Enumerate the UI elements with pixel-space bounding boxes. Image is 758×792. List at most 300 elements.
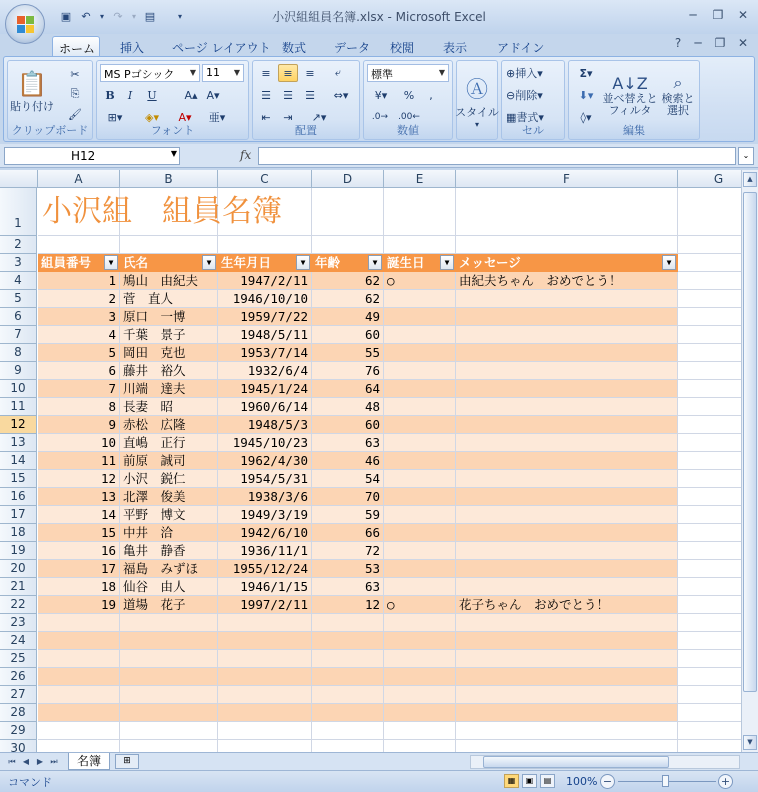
- table-row-cell[interactable]: [384, 524, 456, 542]
- table-row-cell[interactable]: [38, 668, 120, 686]
- close-button[interactable]: ✕: [737, 8, 749, 22]
- merge-center-icon[interactable]: ⇔▾: [333, 88, 349, 102]
- filter-dropdown-icon[interactable]: ▼: [202, 255, 216, 270]
- percent-format-icon[interactable]: %: [403, 88, 415, 102]
- first-sheet-icon[interactable]: ⏮: [8, 757, 16, 766]
- fx-icon[interactable]: fx: [240, 148, 252, 162]
- table-row-cell[interactable]: [456, 506, 678, 524]
- cell-g17[interactable]: [678, 506, 741, 524]
- table-row-cell[interactable]: ○: [384, 596, 456, 614]
- horizontal-scroll-thumb[interactable]: [483, 756, 669, 768]
- table-row-cell[interactable]: [456, 524, 678, 542]
- table-row-cell[interactable]: [384, 632, 456, 650]
- table-row-cell[interactable]: [312, 614, 384, 632]
- table-row-cell[interactable]: 76: [312, 362, 384, 380]
- table-row-cell[interactable]: 直嶋 正行: [120, 434, 218, 452]
- table-row-cell[interactable]: [384, 506, 456, 524]
- table-header-2[interactable]: [120, 254, 218, 272]
- row-header-5[interactable]: 5: [0, 290, 37, 308]
- align-left-icon[interactable]: ☰: [261, 88, 271, 102]
- table-row-cell[interactable]: [384, 290, 456, 308]
- table-row-cell[interactable]: 8: [38, 398, 120, 416]
- decrease-indent-icon[interactable]: ⇤: [261, 110, 271, 124]
- cell-g23[interactable]: [678, 614, 741, 632]
- cell-g16[interactable]: [678, 488, 741, 506]
- cell-g1[interactable]: [678, 188, 741, 236]
- cell-a29[interactable]: [38, 722, 120, 740]
- wrap-text-icon[interactable]: ⤶: [334, 66, 342, 79]
- row-header-22[interactable]: 22: [0, 596, 37, 614]
- cell-d1[interactable]: [312, 188, 384, 236]
- help-icon[interactable]: ?: [674, 36, 682, 50]
- table-row-cell[interactable]: [456, 362, 678, 380]
- table-row-cell[interactable]: 12: [312, 596, 384, 614]
- cell-g4[interactable]: [678, 272, 741, 290]
- table-row-cell[interactable]: 福島 みずほ: [120, 560, 218, 578]
- table-row-cell[interactable]: [384, 470, 456, 488]
- table-row-cell[interactable]: [38, 614, 120, 632]
- cell-g21[interactable]: [678, 578, 741, 596]
- grow-font-button[interactable]: A▴: [184, 88, 198, 102]
- borders-button[interactable]: ⊞▾: [107, 110, 123, 124]
- font-size-select[interactable]: 11 ▼: [202, 64, 244, 82]
- table-header-4[interactable]: [312, 254, 384, 272]
- cell-g14[interactable]: [678, 452, 741, 470]
- table-row-cell[interactable]: [384, 650, 456, 668]
- column-header-c[interactable]: C: [218, 170, 312, 188]
- cell-g15[interactable]: [678, 470, 741, 488]
- table-row-cell[interactable]: 60: [312, 416, 384, 434]
- cell-b30[interactable]: [120, 740, 218, 752]
- cell-g24[interactable]: [678, 632, 741, 650]
- table-row-cell[interactable]: 1932/6/4: [218, 362, 312, 380]
- page-layout-view-icon[interactable]: ▣: [522, 774, 537, 788]
- table-row-cell[interactable]: 63: [312, 578, 384, 596]
- tab-home[interactable]: ホーム: [52, 36, 100, 56]
- insert-cells-button[interactable]: ⊕ 挿入 ▾: [506, 66, 543, 80]
- row-header-24[interactable]: 24: [0, 632, 37, 650]
- table-row-cell[interactable]: 64: [312, 380, 384, 398]
- table-row-cell[interactable]: [456, 416, 678, 434]
- table-row-cell[interactable]: 55: [312, 344, 384, 362]
- italic-button[interactable]: I: [127, 88, 133, 102]
- table-row-cell[interactable]: 千葉 景子: [120, 326, 218, 344]
- table-row-cell[interactable]: [456, 326, 678, 344]
- table-header-6[interactable]: [456, 254, 678, 272]
- sheet-title[interactable]: 小沢組 組員名簿: [42, 194, 282, 229]
- ribbon-restore-icon[interactable]: ❐: [714, 36, 726, 50]
- row-header-25[interactable]: 25: [0, 650, 37, 668]
- table-row-cell[interactable]: [384, 614, 456, 632]
- table-row-cell[interactable]: [38, 632, 120, 650]
- table-row-cell[interactable]: 中井 洽: [120, 524, 218, 542]
- table-row-cell[interactable]: [456, 308, 678, 326]
- cell-g20[interactable]: [678, 560, 741, 578]
- table-row-cell[interactable]: 70: [312, 488, 384, 506]
- table-row-cell[interactable]: 花子ちゃん おめでとう！: [456, 596, 678, 614]
- table-row-cell[interactable]: [312, 668, 384, 686]
- table-row-cell[interactable]: 1945/1/24: [218, 380, 312, 398]
- table-row-cell[interactable]: 72: [312, 542, 384, 560]
- cell-b2[interactable]: [120, 236, 218, 254]
- table-row-cell[interactable]: [456, 632, 678, 650]
- table-row-cell[interactable]: 菅 直人: [120, 290, 218, 308]
- row-header-8[interactable]: 8: [0, 344, 37, 362]
- redo-icon[interactable]: ↷: [113, 9, 123, 23]
- table-row-cell[interactable]: 1959/7/22: [218, 308, 312, 326]
- table-row-cell[interactable]: [456, 650, 678, 668]
- table-row-cell[interactable]: 6: [38, 362, 120, 380]
- row-header-15[interactable]: 15: [0, 470, 37, 488]
- align-middle-icon[interactable]: ≡: [278, 64, 298, 82]
- table-row-cell[interactable]: [38, 686, 120, 704]
- ribbon-minimize-icon[interactable]: ─: [694, 36, 702, 50]
- cell-g27[interactable]: [678, 686, 741, 704]
- cell-g9[interactable]: [678, 362, 741, 380]
- filter-dropdown-icon[interactable]: ▼: [104, 255, 118, 270]
- cell-d29[interactable]: [312, 722, 384, 740]
- increase-decimal-icon[interactable]: .0→: [371, 112, 389, 122]
- scroll-down-icon[interactable]: ▼: [743, 735, 757, 750]
- decrease-decimal-icon[interactable]: .00←: [398, 112, 420, 122]
- cell-g30[interactable]: [678, 740, 741, 752]
- sheet-tab-meibo[interactable]: 名簿: [68, 753, 110, 770]
- row-header-9[interactable]: 9: [0, 362, 37, 380]
- filter-dropdown-icon[interactable]: ▼: [368, 255, 382, 270]
- table-row-cell[interactable]: 1954/5/31: [218, 470, 312, 488]
- table-row-cell[interactable]: [384, 434, 456, 452]
- table-header-5[interactable]: [384, 254, 456, 272]
- table-row-cell[interactable]: 1960/6/14: [218, 398, 312, 416]
- restore-button[interactable]: ❐: [712, 8, 724, 22]
- table-row-cell[interactable]: [384, 416, 456, 434]
- cell-e1[interactable]: [384, 188, 456, 236]
- cell-g5[interactable]: [678, 290, 741, 308]
- cell-f29[interactable]: [456, 722, 678, 740]
- table-row-cell[interactable]: ○: [384, 272, 456, 290]
- name-box[interactable]: H12 ▼: [4, 147, 180, 165]
- table-row-cell[interactable]: 11: [38, 452, 120, 470]
- column-header-e[interactable]: E: [384, 170, 456, 188]
- table-row-cell[interactable]: [384, 326, 456, 344]
- table-row-cell[interactable]: [384, 308, 456, 326]
- zoom-slider-thumb[interactable]: [662, 775, 669, 787]
- table-row-cell[interactable]: 1997/2/11: [218, 596, 312, 614]
- table-row-cell[interactable]: [456, 560, 678, 578]
- horizontal-scrollbar[interactable]: [470, 755, 740, 769]
- increase-indent-icon[interactable]: ⇥: [283, 110, 293, 124]
- row-header-17[interactable]: 17: [0, 506, 37, 524]
- table-row-cell[interactable]: [120, 614, 218, 632]
- row-header-29[interactable]: 29: [0, 722, 37, 740]
- cell-g3[interactable]: [678, 254, 741, 272]
- row-header-30[interactable]: 30: [0, 740, 37, 752]
- table-row-cell[interactable]: [218, 686, 312, 704]
- cell-g8[interactable]: [678, 344, 741, 362]
- select-all-corner[interactable]: [0, 170, 38, 188]
- next-sheet-icon[interactable]: ▶: [36, 757, 44, 766]
- tab-addins[interactable]: アドイン: [497, 41, 545, 55]
- delete-cells-button[interactable]: ⊖ 削除 ▾: [506, 88, 543, 102]
- align-top-icon[interactable]: ≡: [261, 66, 271, 80]
- table-row-cell[interactable]: 赤松 広隆: [120, 416, 218, 434]
- cell-g25[interactable]: [678, 650, 741, 668]
- cell-g29[interactable]: [678, 722, 741, 740]
- cell-g2[interactable]: [678, 236, 741, 254]
- table-row-cell[interactable]: 1: [38, 272, 120, 290]
- style-button[interactable]: Ⓐ スタイル ▾: [459, 64, 495, 138]
- row-header-13[interactable]: 13: [0, 434, 37, 452]
- cell-g12[interactable]: [678, 416, 741, 434]
- table-row-cell[interactable]: [38, 704, 120, 722]
- table-row-cell[interactable]: [384, 560, 456, 578]
- minimize-button[interactable]: ─: [689, 8, 697, 22]
- row-header-21[interactable]: 21: [0, 578, 37, 596]
- table-row-cell[interactable]: [456, 452, 678, 470]
- table-row-cell[interactable]: [120, 686, 218, 704]
- table-row-cell[interactable]: [384, 668, 456, 686]
- table-header-1[interactable]: [38, 254, 120, 272]
- table-row-cell[interactable]: 1946/1/15: [218, 578, 312, 596]
- cell-c2[interactable]: [218, 236, 312, 254]
- table-row-cell[interactable]: 66: [312, 524, 384, 542]
- table-row-cell[interactable]: 5: [38, 344, 120, 362]
- clear-icon[interactable]: ◊▾: [580, 110, 592, 124]
- table-row-cell[interactable]: [120, 632, 218, 650]
- table-row-cell[interactable]: 原口 一博: [120, 308, 218, 326]
- tab-formulas[interactable]: 数式: [282, 41, 307, 55]
- table-row-cell[interactable]: 1962/4/30: [218, 452, 312, 470]
- table-row-cell[interactable]: 長妻 昭: [120, 398, 218, 416]
- table-row-cell[interactable]: [38, 650, 120, 668]
- table-row-cell[interactable]: 4: [38, 326, 120, 344]
- table-row-cell[interactable]: 60: [312, 326, 384, 344]
- normal-view-icon[interactable]: ▦: [504, 774, 519, 788]
- vertical-scroll-thumb[interactable]: [743, 192, 757, 692]
- table-row-cell[interactable]: 1945/10/23: [218, 434, 312, 452]
- table-row-cell[interactable]: [312, 650, 384, 668]
- tab-view[interactable]: 表示: [443, 41, 468, 55]
- row-header-10[interactable]: 10: [0, 380, 37, 398]
- row-header-27[interactable]: 27: [0, 686, 37, 704]
- zoom-in-icon[interactable]: +: [718, 774, 733, 789]
- tab-page-layout[interactable]: ページ レイアウト: [172, 41, 271, 55]
- column-header-a[interactable]: A: [38, 170, 120, 188]
- table-row-cell[interactable]: 2: [38, 290, 120, 308]
- save-icon[interactable]: ▣: [60, 9, 72, 23]
- cell-e29[interactable]: [384, 722, 456, 740]
- table-row-cell[interactable]: 川端 達夫: [120, 380, 218, 398]
- table-row-cell[interactable]: 1948/5/3: [218, 416, 312, 434]
- table-row-cell[interactable]: 藤井 裕久: [120, 362, 218, 380]
- row-header-14[interactable]: 14: [0, 452, 37, 470]
- table-row-cell[interactable]: [456, 434, 678, 452]
- table-row-cell[interactable]: [384, 686, 456, 704]
- table-row-cell[interactable]: 46: [312, 452, 384, 470]
- cell-a30[interactable]: [38, 740, 120, 752]
- align-bottom-icon[interactable]: ≡: [305, 66, 315, 80]
- table-row-cell[interactable]: 18: [38, 578, 120, 596]
- table-row-cell[interactable]: [384, 362, 456, 380]
- table-row-cell[interactable]: [456, 578, 678, 596]
- comma-format-icon[interactable]: ,: [429, 88, 433, 102]
- cell-b29[interactable]: [120, 722, 218, 740]
- cell-g22[interactable]: [678, 596, 741, 614]
- table-row-cell[interactable]: 15: [38, 524, 120, 542]
- table-row-cell[interactable]: 岡田 克也: [120, 344, 218, 362]
- table-row-cell[interactable]: 鳩山 由紀夫: [120, 272, 218, 290]
- table-row-cell[interactable]: 7: [38, 380, 120, 398]
- cell-a2[interactable]: [38, 236, 120, 254]
- table-row-cell[interactable]: 19: [38, 596, 120, 614]
- fill-color-button[interactable]: ◈▾: [145, 110, 159, 124]
- table-row-cell[interactable]: [456, 470, 678, 488]
- cell-d30[interactable]: [312, 740, 384, 752]
- row-header-26[interactable]: 26: [0, 668, 37, 686]
- table-row-cell[interactable]: [218, 632, 312, 650]
- row-header-12[interactable]: 12: [0, 416, 37, 434]
- row-header-3[interactable]: 3: [0, 254, 37, 272]
- vertical-scrollbar[interactable]: [741, 170, 758, 752]
- table-row-cell[interactable]: [218, 704, 312, 722]
- cell-e30[interactable]: [384, 740, 456, 752]
- row-header-19[interactable]: 19: [0, 542, 37, 560]
- table-row-cell[interactable]: 13: [38, 488, 120, 506]
- worksheet-grid[interactable]: [0, 170, 741, 752]
- font-name-select[interactable]: MS Pゴシック ▼: [100, 64, 200, 82]
- row-header-18[interactable]: 18: [0, 524, 37, 542]
- column-header-g[interactable]: G: [678, 170, 741, 188]
- formula-input[interactable]: [258, 147, 736, 165]
- table-row-cell[interactable]: 1942/6/10: [218, 524, 312, 542]
- table-row-cell[interactable]: 12: [38, 470, 120, 488]
- table-row-cell[interactable]: [384, 542, 456, 560]
- table-row-cell[interactable]: 9: [38, 416, 120, 434]
- table-row-cell[interactable]: [456, 542, 678, 560]
- table-row-cell[interactable]: 前原 誠司: [120, 452, 218, 470]
- table-row-cell[interactable]: 1938/3/6: [218, 488, 312, 506]
- cell-g19[interactable]: [678, 542, 741, 560]
- cell-c30[interactable]: [218, 740, 312, 752]
- zoom-out-icon[interactable]: −: [600, 774, 615, 789]
- table-header-3[interactable]: [218, 254, 312, 272]
- table-row-cell[interactable]: 由紀夫ちゃん おめでとう！: [456, 272, 678, 290]
- cell-g10[interactable]: [678, 380, 741, 398]
- table-row-cell[interactable]: [384, 452, 456, 470]
- currency-format-icon[interactable]: ¥▾: [374, 88, 388, 102]
- tab-data[interactable]: データ: [334, 41, 371, 55]
- column-header-d[interactable]: D: [312, 170, 384, 188]
- paste-button[interactable]: 📋 貼り付け: [10, 70, 54, 113]
- table-row-cell[interactable]: 小沢 鋭仁: [120, 470, 218, 488]
- tab-insert[interactable]: 挿入: [120, 41, 145, 55]
- cell-c29[interactable]: [218, 722, 312, 740]
- column-header-f[interactable]: F: [456, 170, 678, 188]
- table-row-cell[interactable]: [312, 704, 384, 722]
- table-row-cell[interactable]: 1955/12/24: [218, 560, 312, 578]
- table-row-cell[interactable]: [120, 668, 218, 686]
- fill-icon[interactable]: ⬇▾: [578, 88, 594, 102]
- phonetic-button[interactable]: 亜▾: [208, 111, 226, 124]
- customize-qat-icon[interactable]: ▾: [177, 11, 182, 21]
- underline-button[interactable]: U: [147, 88, 157, 102]
- table-row-cell[interactable]: 亀井 静香: [120, 542, 218, 560]
- table-row-cell[interactable]: 北澤 俊美: [120, 488, 218, 506]
- page-break-view-icon[interactable]: ▤: [540, 774, 555, 788]
- table-row-cell[interactable]: [456, 344, 678, 362]
- autosum-icon[interactable]: Σ▾: [579, 66, 593, 80]
- table-row-cell[interactable]: 1946/10/10: [218, 290, 312, 308]
- cell-f1[interactable]: [456, 188, 678, 236]
- table-row-cell[interactable]: 49: [312, 308, 384, 326]
- cell-f30[interactable]: [456, 740, 678, 752]
- table-row-cell[interactable]: [218, 650, 312, 668]
- row-header-6[interactable]: 6: [0, 308, 37, 326]
- find-select-button[interactable]: ⌕ 検索と 選択: [661, 73, 695, 117]
- table-row-cell[interactable]: [120, 704, 218, 722]
- table-row-cell[interactable]: [384, 380, 456, 398]
- row-header-16[interactable]: 16: [0, 488, 37, 506]
- shrink-font-button[interactable]: A▾: [206, 88, 220, 102]
- cell-g7[interactable]: [678, 326, 741, 344]
- row-header-28[interactable]: 28: [0, 704, 37, 722]
- cell-g18[interactable]: [678, 524, 741, 542]
- sort-filter-button[interactable]: A↓Z 並べ替えと フィルタ: [602, 73, 658, 117]
- scroll-up-icon[interactable]: ▲: [743, 172, 757, 187]
- table-row-cell[interactable]: [218, 668, 312, 686]
- table-row-cell[interactable]: 道場 花子: [120, 596, 218, 614]
- table-row-cell[interactable]: 14: [38, 506, 120, 524]
- table-row-cell[interactable]: 3: [38, 308, 120, 326]
- table-row-cell[interactable]: [384, 704, 456, 722]
- last-sheet-icon[interactable]: ⏭: [50, 757, 58, 766]
- row-header-1[interactable]: 1: [0, 188, 37, 236]
- orientation-icon[interactable]: ↗▾: [311, 110, 327, 124]
- cell-f2[interactable]: [456, 236, 678, 254]
- table-row-cell[interactable]: 1947/2/11: [218, 272, 312, 290]
- zoom-level[interactable]: 100%: [566, 775, 598, 788]
- row-header-11[interactable]: 11: [0, 398, 37, 416]
- format-cells-button[interactable]: ▦ 書式 ▾: [506, 110, 544, 124]
- bold-button[interactable]: B: [105, 88, 115, 102]
- table-row-cell[interactable]: [456, 380, 678, 398]
- table-row-cell[interactable]: 10: [38, 434, 120, 452]
- row-header-20[interactable]: 20: [0, 560, 37, 578]
- table-row-cell[interactable]: [456, 704, 678, 722]
- table-row-cell[interactable]: [120, 650, 218, 668]
- table-row-cell[interactable]: [456, 398, 678, 416]
- expand-formula-bar-icon[interactable]: ⌄: [738, 147, 754, 165]
- table-row-cell[interactable]: 仙谷 由人: [120, 578, 218, 596]
- table-row-cell[interactable]: 62: [312, 272, 384, 290]
- table-row-cell[interactable]: [218, 614, 312, 632]
- filter-dropdown-icon[interactable]: ▼: [296, 255, 310, 270]
- table-row-cell[interactable]: 59: [312, 506, 384, 524]
- undo-dropdown-icon[interactable]: ▾: [99, 11, 104, 21]
- column-header-b[interactable]: B: [120, 170, 218, 188]
- ribbon-close-icon[interactable]: ✕: [737, 36, 749, 50]
- font-color-button[interactable]: A▾: [178, 110, 192, 124]
- table-row-cell[interactable]: [384, 578, 456, 596]
- table-row-cell[interactable]: [456, 686, 678, 704]
- undo-icon[interactable]: ↶: [81, 9, 91, 23]
- table-row-cell[interactable]: [456, 488, 678, 506]
- filter-dropdown-icon[interactable]: ▼: [662, 255, 676, 270]
- cell-d2[interactable]: [312, 236, 384, 254]
- table-row-cell[interactable]: [456, 668, 678, 686]
- row-header-4[interactable]: 4: [0, 272, 37, 290]
- align-center-icon[interactable]: ☰: [283, 88, 293, 102]
